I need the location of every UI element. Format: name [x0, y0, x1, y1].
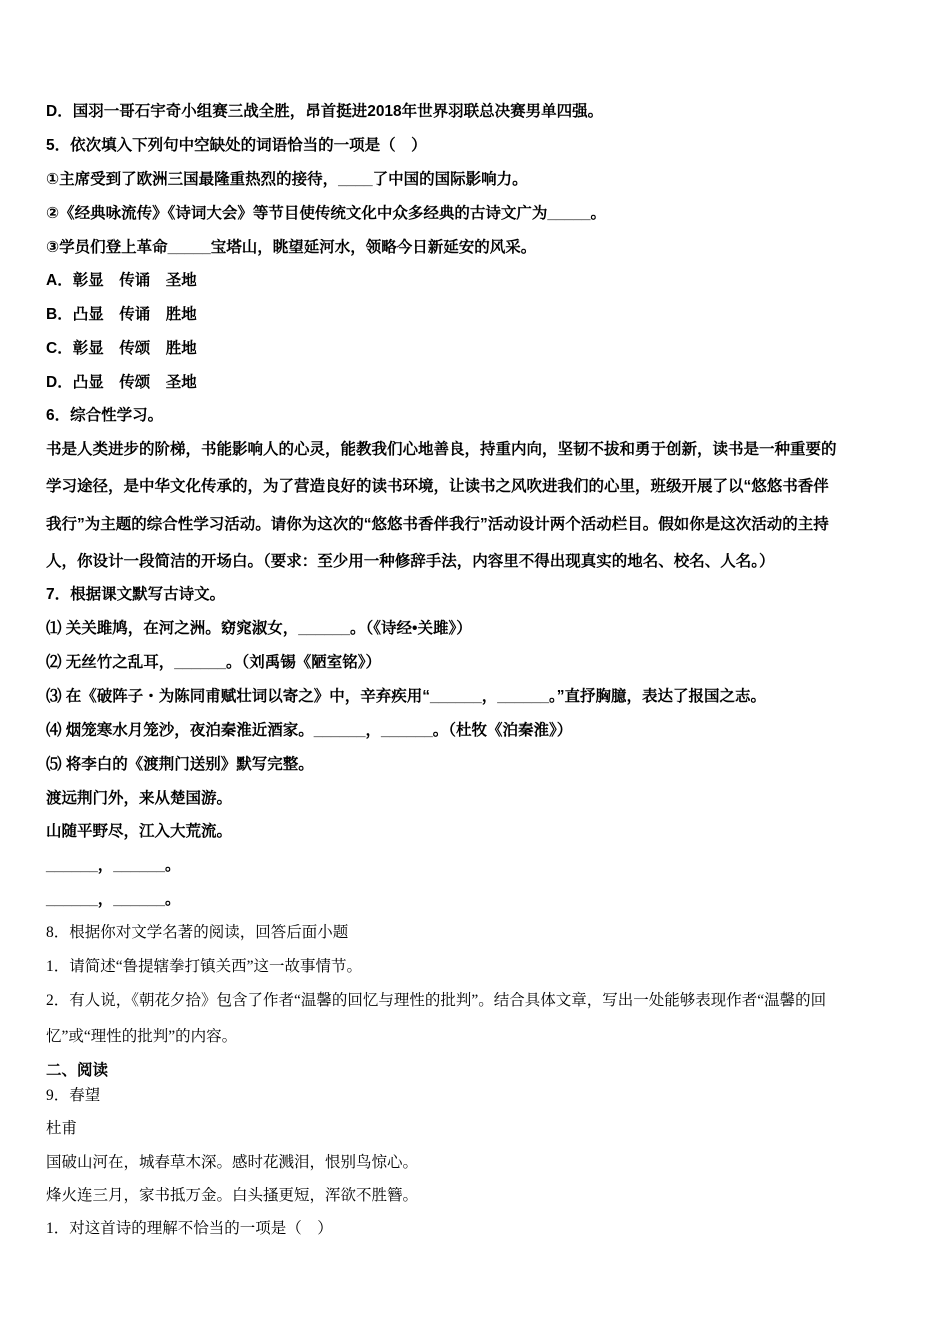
poem-line-2: 山随平野尽，江入大荒流。	[46, 823, 233, 840]
q9-sub-1: 1．对这首诗的理解不恰当的一项是（ ）	[46, 1220, 333, 1237]
q8-sub-1: 1．请简述“鲁提辖拳打镇关西”这一故事情节。	[46, 958, 363, 975]
q6-paragraph-line-2: 学习途径，是中华文化传承的，为了营造良好的读书环境，让读书之风吹进我们的心里，班级开展了以“悠悠书香伴	[46, 478, 829, 495]
spring-view-line-2: 烽火连三月，家书抵万金。白头搔更短，浑欲不胜簪。	[46, 1187, 419, 1204]
q5-option-b: B．凸显 传诵 胜地	[46, 306, 197, 323]
q7-item-5: ⑸ 将李白的《渡荆门送别》默写完整。	[46, 756, 314, 773]
question-5-stem: 5．依次填入下列句中空缺处的词语恰当的一项是（ ）	[46, 137, 427, 154]
q5-option-d: D．凸显 传颂 圣地	[46, 374, 197, 391]
poem-blank-line-1: ______，______。	[46, 857, 181, 874]
question-6-title: 6．综合性学习。	[46, 407, 164, 424]
poem-line-1: 渡远荆门外，来从楚国游。	[46, 790, 233, 807]
question-9-title: 9．春望	[46, 1087, 101, 1104]
q6-paragraph-line-3: 我行”为主题的综合性学习活动。请你为这次的“悠悠书香伴我行”活动设计两个活动栏目。假如你是这次活动的主持	[46, 516, 829, 533]
q5-sentence-2: ②《经典咏流传》《诗词大会》等节目使传统文化中众多经典的古诗文广为_____。	[46, 205, 606, 222]
poem-author: 杜甫	[46, 1120, 78, 1137]
spring-view-line-1: 国破山河在，城春草木深。感时花溅泪，恨别鸟惊心。	[46, 1154, 419, 1171]
q8-sub-2-line-1: 2．有人说，《朝花夕拾》包含了作者“温馨的回忆与理性的批判”。结合具体文章，写出一处能够表现作者“温馨的回	[46, 992, 827, 1009]
q7-item-4: ⑷ 烟笼寒水月笼沙，夜泊秦淮近酒家。______，______。（杜牧《泊秦淮》）	[46, 722, 573, 739]
q5-option-a: A．彰显 传诵 圣地	[46, 272, 197, 289]
q5-sentence-3: ③学员们登上革命_____宝塔山，眺望延河水，领略今日新延安的风采。	[46, 239, 537, 256]
question-7-title: 7．根据课文默写古诗文。	[46, 586, 226, 603]
q8-sub-2-line-2: 忆”或“理性的批判”的内容。	[46, 1028, 238, 1045]
q6-paragraph-line-4: 人，你设计一段简洁的开场白。（要求：至少用一种修辞手法，内容里不得出现真实的地名、校名、人名。）	[46, 553, 775, 570]
option-d-q4: D．国羽一哥石宇奇小组赛三战全胜，昂首挺进2018年世界羽联总决赛男单四强。	[46, 103, 604, 120]
q5-option-c: C．彰显 传颂 胜地	[46, 340, 197, 357]
poem-blank-line-2: ______，______。	[46, 891, 181, 908]
q7-item-3: ⑶ 在《破阵子・为陈同甫赋壮词以寄之》中，辛弃疾用“______，______。”直抒胸臆，表达了报国之志。	[46, 688, 767, 705]
question-8-title: 8．根据你对文学名著的阅读，回答后面小题	[46, 924, 349, 941]
q5-sentence-1: ①主席受到了欧洲三国最隆重热烈的接待，____了中国的国际影响力。	[46, 171, 528, 188]
section-2-heading: 二、阅读	[46, 1062, 109, 1079]
q7-item-1: ⑴ 关关雎鸠，在河之洲。窈窕淑女，______。（《诗经•关雎》）	[46, 620, 472, 637]
q6-paragraph-line-1: 书是人类进步的阶梯，书能影响人的心灵，能教我们心地善良，持重内向，坚韧不拔和勇于创新，读书是一种重要的	[46, 441, 837, 458]
q7-item-2: ⑵ 无丝竹之乱耳，______。（刘禹锡《陋室铭》）	[46, 654, 382, 671]
